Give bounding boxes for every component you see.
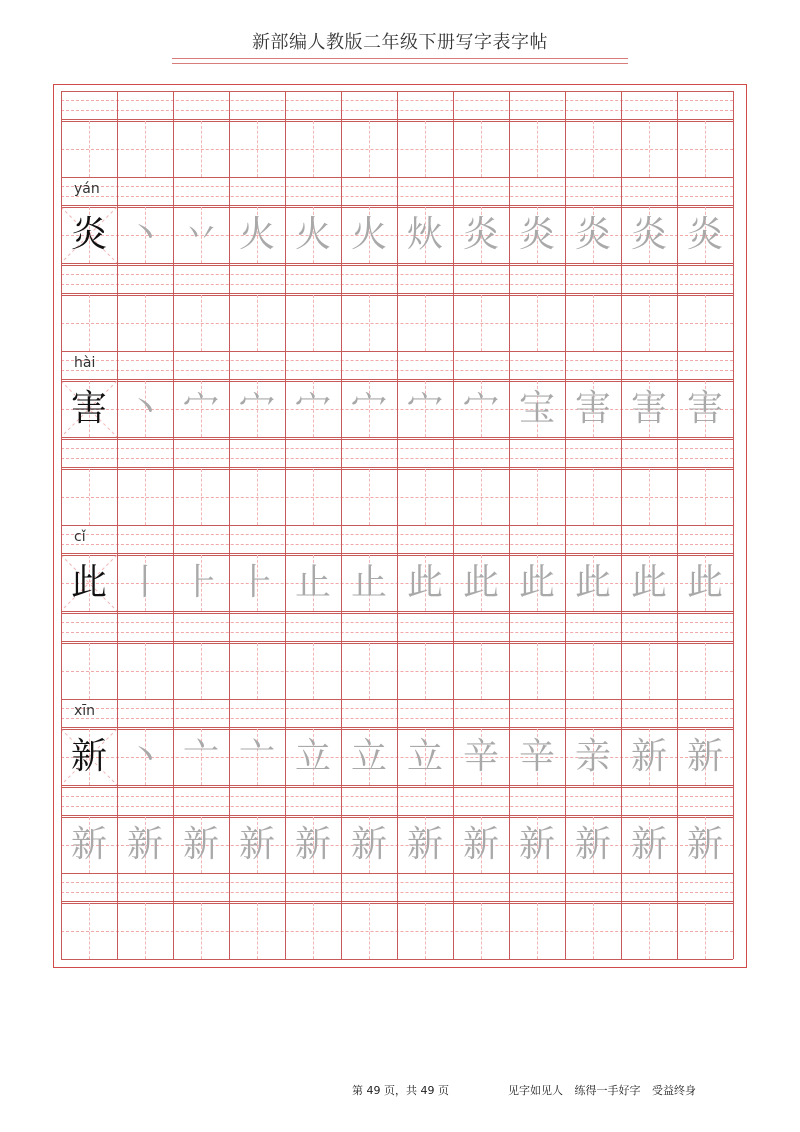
- practice-cell-10: 新: [630, 824, 667, 865]
- blank-row-2-vmid: [89, 643, 90, 699]
- blank-row-2-vmid: [705, 643, 706, 699]
- blank-row-0-vmid: [537, 295, 538, 351]
- blank-row-top-vmid: [649, 121, 650, 177]
- grid-column-line: [453, 91, 454, 959]
- blank-row-2-vmid: [313, 643, 314, 699]
- blank-row-1-vmid: [313, 469, 314, 525]
- grid-column-line: [733, 91, 734, 959]
- practice-cell-7: 新: [462, 824, 499, 865]
- blank-row-1-vmid: [201, 469, 202, 525]
- blank-row-2-vmid: [257, 643, 258, 699]
- stroke-cell-0-4: 火: [294, 214, 331, 255]
- blank-row-bottom-vmid: [89, 903, 90, 959]
- stroke-cell-0-7: 炎: [462, 214, 499, 255]
- stroke-cell-3-6: 立: [406, 736, 443, 777]
- stroke-cell-1-4: 宀: [294, 388, 331, 429]
- blank-row-top-vmid: [481, 121, 482, 177]
- blank-row-top-vmid: [369, 121, 370, 177]
- practice-grid: [61, 91, 733, 959]
- blank-row-2-vmid: [145, 643, 146, 699]
- blank-row-bottom-vmid: [257, 903, 258, 959]
- page-title: 新部编人教版二年级下册写字表字帖: [252, 32, 548, 53]
- page-number: 第 49 页，共 49 页: [352, 1084, 449, 1097]
- blank-row-0-vmid: [425, 295, 426, 351]
- blank-row-1-vmid: [89, 469, 90, 525]
- stroke-cell-3-10: 新: [630, 736, 667, 777]
- blank-row-top-vmid: [425, 121, 426, 177]
- footer-motto: 见字如见人 练得一手好字 受益终身: [508, 1084, 696, 1097]
- stroke-cell-0-9: 炎: [574, 214, 611, 255]
- grid-column-line: [229, 91, 230, 959]
- blank-row-1-vmid: [425, 469, 426, 525]
- practice-cell-11: 新: [686, 824, 723, 865]
- grid-column-line: [285, 91, 286, 959]
- stroke-cell-0-2: 丷: [182, 214, 219, 255]
- stroke-cell-1-10: 害: [630, 388, 667, 429]
- blank-row-bottom-vmid: [537, 903, 538, 959]
- blank-row-top-vmid: [145, 121, 146, 177]
- pinyin-label-3: xīn: [74, 703, 96, 719]
- stroke-cell-3-9: 亲: [574, 736, 611, 777]
- blank-row-1-vmid: [369, 469, 370, 525]
- practice-cell-0: 新: [70, 824, 107, 865]
- blank-row-2-vmid: [201, 643, 202, 699]
- stroke-cell-2-7: 此: [462, 562, 499, 603]
- stroke-cell-3-5: 立: [350, 736, 387, 777]
- blank-row-bottom-vmid: [145, 903, 146, 959]
- stroke-cell-1-6: 宀: [406, 388, 443, 429]
- grid-column-line: [509, 91, 510, 959]
- blank-row-0-vmid: [649, 295, 650, 351]
- stroke-cell-2-2: ⺊: [182, 562, 219, 603]
- practice-cell-3: 新: [238, 824, 275, 865]
- practice-cell-1: 新: [126, 824, 163, 865]
- practice-cell-2: 新: [182, 824, 219, 865]
- grid-column-line: [621, 91, 622, 959]
- stroke-cell-1-5: 宀: [350, 388, 387, 429]
- blank-row-2-vmid: [425, 643, 426, 699]
- stroke-cell-2-4: 止: [294, 562, 331, 603]
- practice-cell-5: 新: [350, 824, 387, 865]
- stroke-cell-1-8: 宝: [518, 388, 555, 429]
- grid-column-line: [341, 91, 342, 959]
- stroke-cell-2-9: 此: [574, 562, 611, 603]
- stroke-cell-0-1: 丶: [126, 214, 163, 255]
- stroke-cell-2-0: 此: [70, 562, 107, 603]
- grid-column-line: [61, 91, 62, 959]
- blank-row-bottom-vmid: [593, 903, 594, 959]
- blank-row-0-vmid: [89, 295, 90, 351]
- blank-row-1-vmid: [481, 469, 482, 525]
- blank-row-0-vmid: [201, 295, 202, 351]
- stroke-cell-0-6: 炏: [406, 214, 443, 255]
- blank-row-bottom-vmid: [649, 903, 650, 959]
- title-underline: [172, 58, 628, 59]
- blank-row-1-vmid: [649, 469, 650, 525]
- stroke-cell-1-3: 宀: [238, 388, 275, 429]
- stroke-cell-1-11: 害: [686, 388, 723, 429]
- stroke-cell-0-11: 炎: [686, 214, 723, 255]
- stroke-cell-1-7: 宀: [462, 388, 499, 429]
- blank-row-bottom-bottom: [61, 959, 733, 960]
- pinyin-label-1: hài: [74, 355, 96, 371]
- stroke-cell-1-1: 丶: [126, 388, 163, 429]
- stroke-cell-2-5: 止: [350, 562, 387, 603]
- pinyin-label-0: yán: [74, 181, 100, 197]
- stroke-cell-3-11: 新: [686, 736, 723, 777]
- blank-row-top-vmid: [705, 121, 706, 177]
- practice-cell-4: 新: [294, 824, 331, 865]
- blank-row-bottom-vmid: [369, 903, 370, 959]
- stroke-cell-2-11: 此: [686, 562, 723, 603]
- blank-row-bottom-vmid: [201, 903, 202, 959]
- blank-row-2-vmid: [649, 643, 650, 699]
- blank-row-0-vmid: [481, 295, 482, 351]
- stroke-cell-1-0: 害: [70, 388, 107, 429]
- stroke-cell-3-2: 亠: [182, 736, 219, 777]
- blank-row-top-vmid: [313, 121, 314, 177]
- blank-row-0-vmid: [705, 295, 706, 351]
- stroke-cell-2-3: ⺊: [238, 562, 275, 603]
- stroke-cell-0-5: 火: [350, 214, 387, 255]
- blank-row-top-vmid: [201, 121, 202, 177]
- stroke-cell-1-9: 害: [574, 388, 611, 429]
- stroke-cell-2-6: 此: [406, 562, 443, 603]
- stroke-cell-3-3: 亠: [238, 736, 275, 777]
- blank-row-0-vmid: [369, 295, 370, 351]
- blank-row-2-vmid: [369, 643, 370, 699]
- stroke-cell-3-8: 辛: [518, 736, 555, 777]
- stroke-cell-2-8: 此: [518, 562, 555, 603]
- stroke-cell-3-0: 新: [70, 736, 107, 777]
- practice-cell-8: 新: [518, 824, 555, 865]
- blank-row-bottom-vmid: [313, 903, 314, 959]
- grid-column-line: [565, 91, 566, 959]
- blank-row-2-vmid: [537, 643, 538, 699]
- stroke-cell-0-3: 火: [238, 214, 275, 255]
- blank-row-0-vmid: [145, 295, 146, 351]
- grid-column-line: [397, 91, 398, 959]
- blank-row-top-vmid: [537, 121, 538, 177]
- stroke-cell-3-4: 立: [294, 736, 331, 777]
- blank-row-1-vmid: [537, 469, 538, 525]
- stroke-cell-0-10: 炎: [630, 214, 667, 255]
- stroke-cell-1-2: 宀: [182, 388, 219, 429]
- title-underline-secondary: [172, 63, 628, 64]
- blank-row-1-vmid: [145, 469, 146, 525]
- blank-row-1-vmid: [257, 469, 258, 525]
- stroke-cell-0-0: 炎: [70, 214, 107, 255]
- blank-row-1-vmid: [705, 469, 706, 525]
- blank-row-bottom-vmid: [481, 903, 482, 959]
- blank-row-0-vmid: [593, 295, 594, 351]
- blank-row-bottom-vmid: [425, 903, 426, 959]
- blank-row-1-vmid: [593, 469, 594, 525]
- blank-row-2-vmid: [593, 643, 594, 699]
- stroke-cell-3-1: 丶: [126, 736, 163, 777]
- stroke-cell-2-1: 丨: [126, 562, 163, 603]
- blank-row-top-vmid: [257, 121, 258, 177]
- practice-cell-6: 新: [406, 824, 443, 865]
- practice-cell-9: 新: [574, 824, 611, 865]
- stroke-cell-3-7: 辛: [462, 736, 499, 777]
- blank-row-top-vmid: [593, 121, 594, 177]
- blank-row-2-vmid: [481, 643, 482, 699]
- grid-column-line: [677, 91, 678, 959]
- stroke-cell-2-10: 此: [630, 562, 667, 603]
- stroke-cell-0-8: 炎: [518, 214, 555, 255]
- blank-row-top-vmid: [89, 121, 90, 177]
- blank-row-bottom-vmid: [705, 903, 706, 959]
- pinyin-label-2: cǐ: [74, 529, 86, 545]
- grid-column-line: [173, 91, 174, 959]
- grid-column-line: [117, 91, 118, 959]
- blank-row-0-vmid: [313, 295, 314, 351]
- blank-row-0-vmid: [257, 295, 258, 351]
